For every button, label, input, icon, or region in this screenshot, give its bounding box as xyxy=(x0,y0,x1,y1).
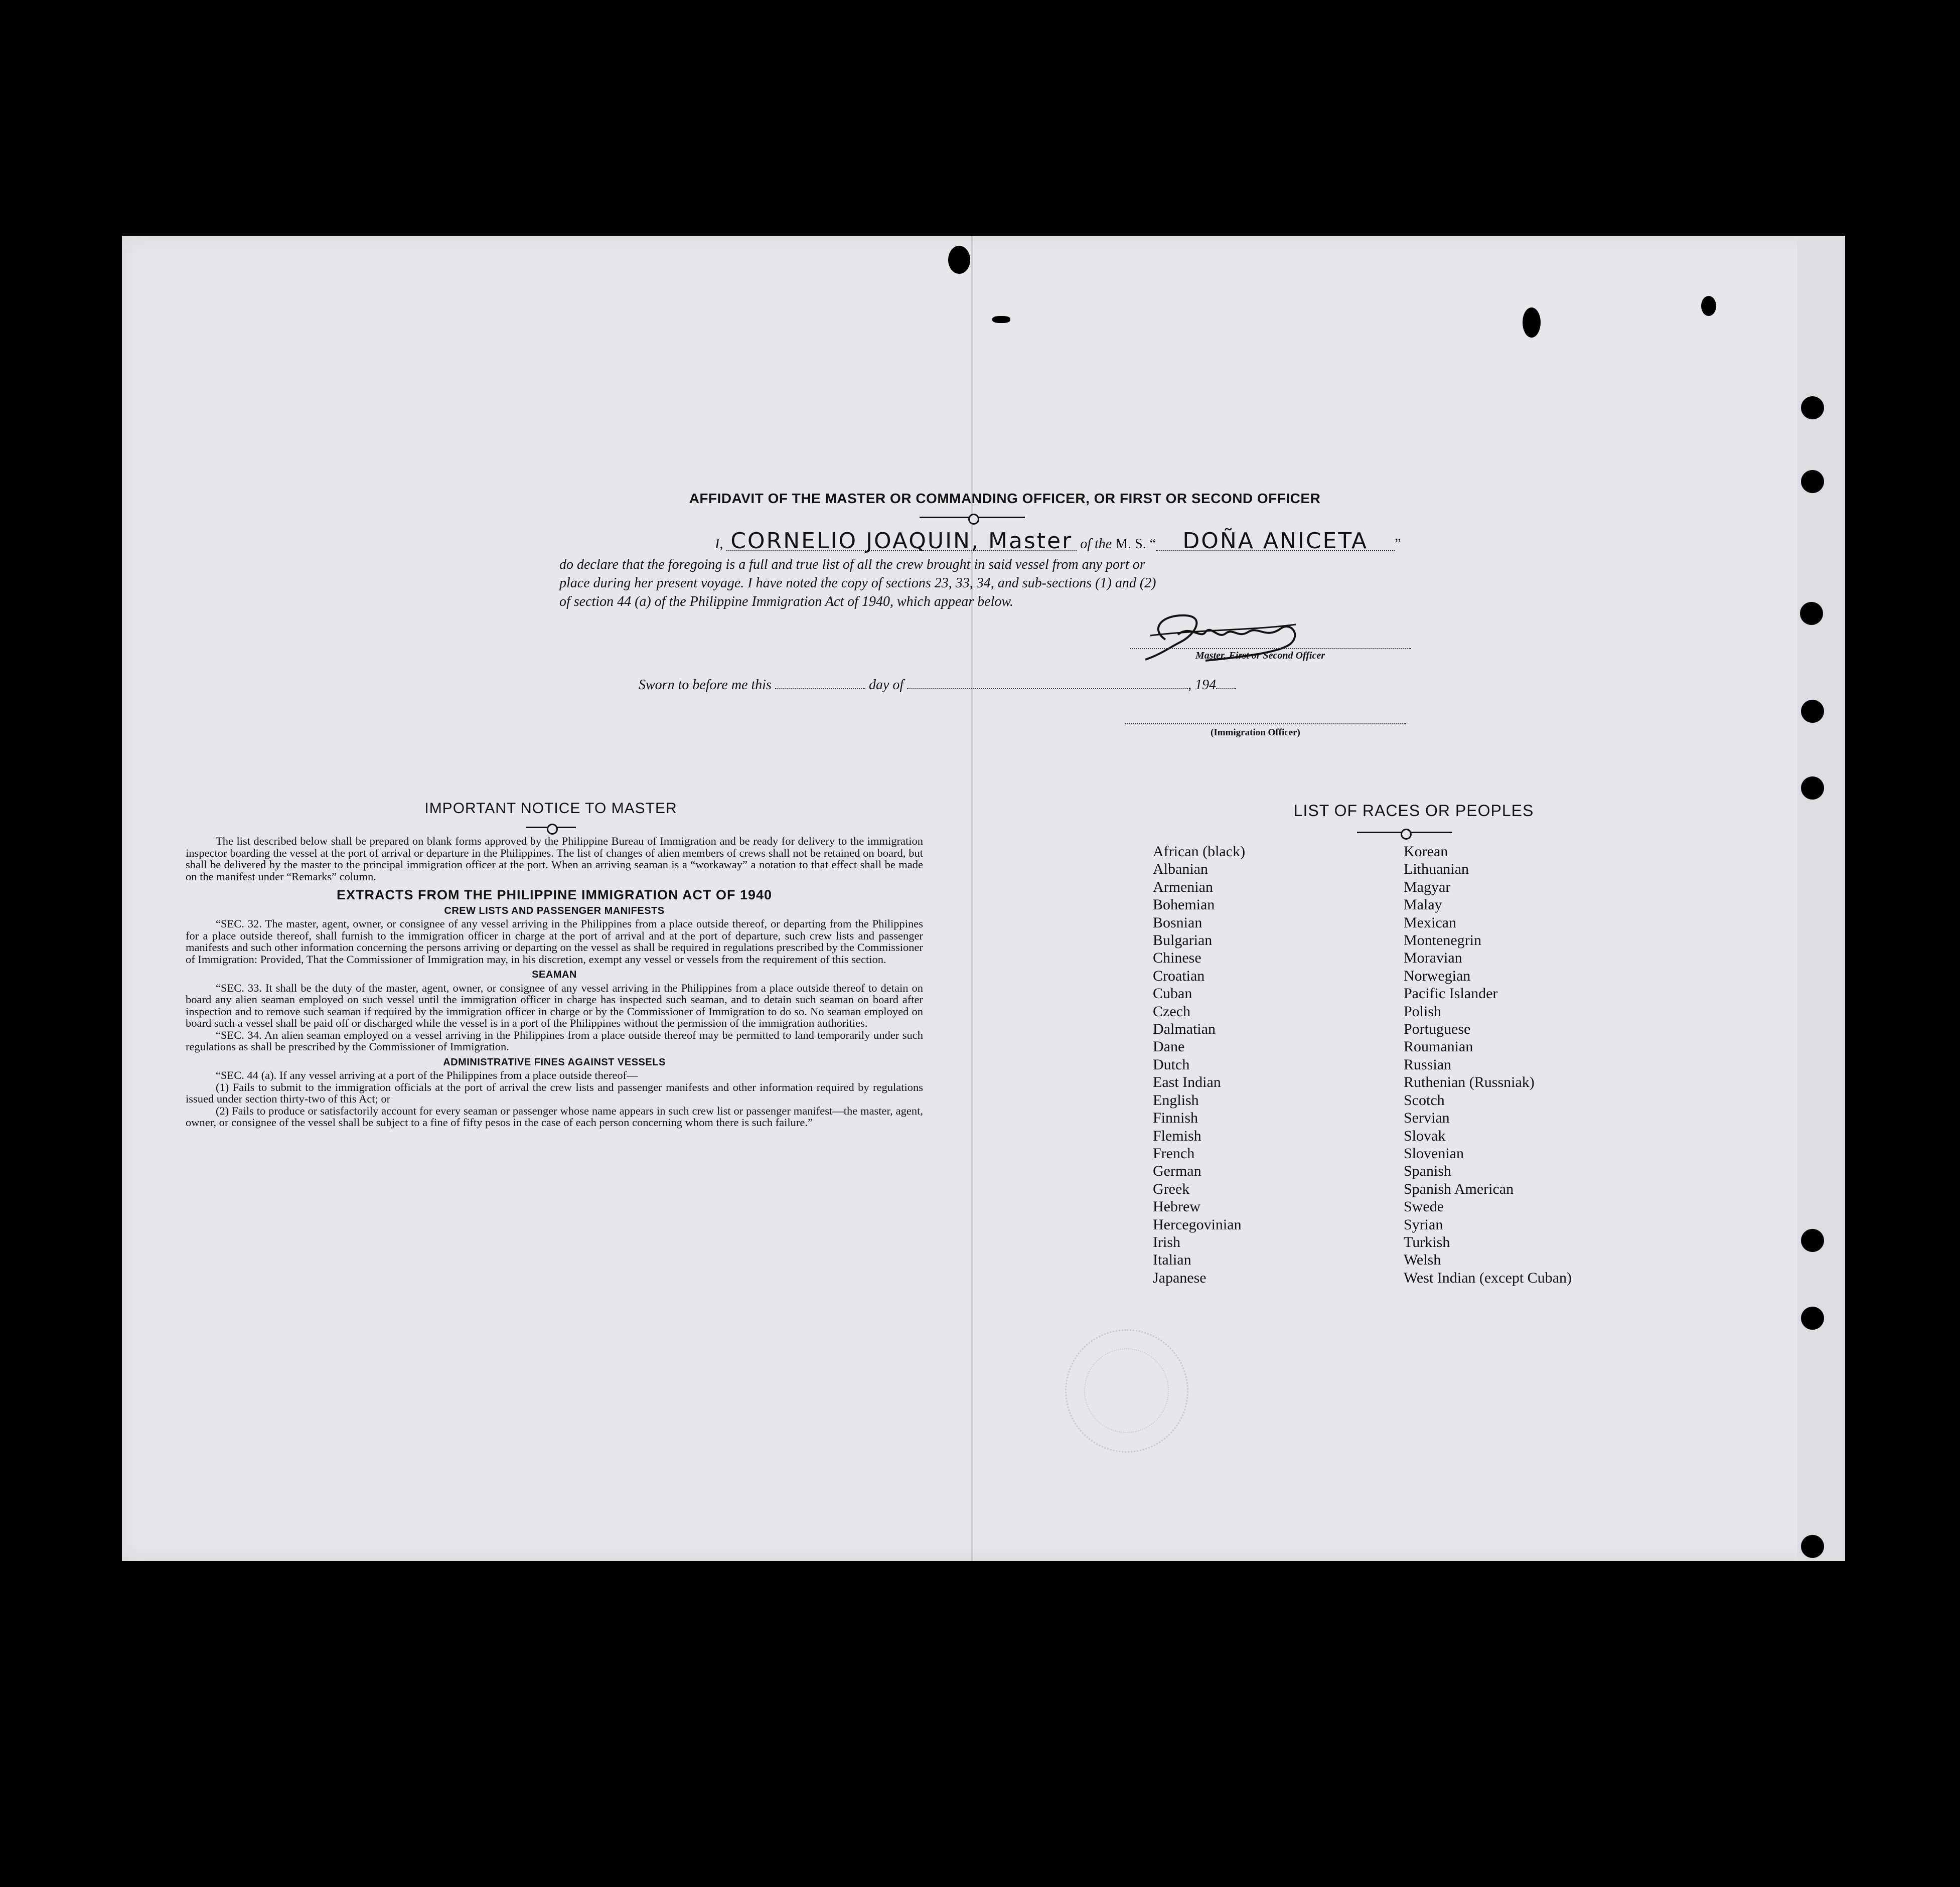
race-item: Flemish xyxy=(1153,1127,1201,1144)
binding-hole xyxy=(1800,602,1823,625)
races-right-column xyxy=(1404,843,1572,1287)
race-item: Japanese xyxy=(1153,1269,1207,1286)
fines-title: ADMINISTRATIVE FINES AGAINST VESSELS xyxy=(443,1056,666,1068)
race-item: Slovak xyxy=(1404,1127,1446,1144)
race-item: Malay xyxy=(1404,896,1442,913)
vessel-suffix: ” xyxy=(1395,536,1401,552)
sheet-edge-strip xyxy=(1797,236,1845,1561)
notice-title: IMPORTANT NOTICE TO MASTER xyxy=(424,800,677,817)
immigration-officer-caption: (Immigration Officer) xyxy=(1211,727,1300,738)
race-item: Armenian xyxy=(1153,878,1213,895)
crew-lists-title: CREW LISTS AND PASSENGER MANIFESTS xyxy=(444,905,665,916)
signature-caption: Master, First or Second Officer xyxy=(1195,650,1325,661)
affidavit-ornament xyxy=(920,517,1025,518)
document-sheet xyxy=(122,236,1845,1561)
faint-seal xyxy=(1065,1329,1188,1453)
race-item: Irish xyxy=(1153,1233,1180,1250)
sec-32: “SEC. 32. The master, agent, owner, or consignee of any vessel arriving in the Philippines from a place outside thereof, or departing from the Philippines for a place outside thereof, shall furnish to the immigration officer in charge at the port of arrival and at the port of departure, such crew lists and passenger manifests and such other information concerning the persons arriving or departing on the vessel as shall be required in regulations prescribed by the Commissioner of Immigration: Provided, That the Commissioner of Immigration may, in his discretion, exempt any vessel or vessels from the requirement of this section. xyxy=(186,917,923,966)
ink-spot xyxy=(1701,296,1716,316)
races-title: LIST OF RACES OR PEOPLES xyxy=(1293,802,1534,820)
sworn-year-blank xyxy=(1216,688,1236,689)
race-item: Dutch xyxy=(1153,1056,1190,1073)
affidavit-body xyxy=(559,528,1543,611)
race-item: Ruthenian (Russniak) xyxy=(1404,1074,1535,1091)
sworn-month-blank xyxy=(907,688,1188,689)
affidavit-title: AFFIDAVIT OF THE MASTER OR COMMANDING OFFICER, OR FIRST OR SECOND OFFICER xyxy=(689,491,1321,506)
affidavit-line-2: do declare that the foregoing is a full and true list of all the crew brought in said vessel from any port or xyxy=(559,557,1145,572)
affidavit-line-4: of section 44 (a) of the Philippine Immigration Act of 1940, which appear below. xyxy=(559,594,1013,609)
notice-intro: The list described below shall be prepared on blank forms approved by the Philippine Bureau of Immigration and be ready for delivery to the immigration inspector boarding the vessel at the port of arrival or departure in the Philippines. The list of changes of alien members of crews shall not be retained on board, but shall be delivered by the master to the principal immigration officer at the port. When an arriving seaman is a “workaway” a notation to that effect shall be made on the manifest under “Remarks” column. xyxy=(186,835,923,883)
race-item: German xyxy=(1153,1163,1201,1180)
race-item: Chinese xyxy=(1153,950,1201,967)
race-item: Croatian xyxy=(1153,967,1205,984)
race-item: Mexican xyxy=(1404,914,1456,931)
race-item: Portuguese xyxy=(1404,1021,1471,1038)
race-item: Polish xyxy=(1404,1003,1442,1020)
extracts-title: EXTRACTS FROM THE PHILIPPINE IMMIGRATION ACT OF 1940 xyxy=(336,887,773,902)
sworn-day-blank xyxy=(775,688,865,689)
ink-spot xyxy=(948,246,970,274)
race-item: Czech xyxy=(1153,1003,1190,1020)
affidavit-line-3: place during her present voyage. I have noted the copy of sections 23, 33, 34, and sub-sections (1) and (2) xyxy=(559,575,1156,591)
race-item: Roumanian xyxy=(1404,1038,1473,1055)
race-item: Cuban xyxy=(1153,985,1192,1002)
vessel-prefix: M. S. “ xyxy=(1115,536,1156,552)
binding-hole xyxy=(1801,1535,1824,1558)
race-item: Dalmatian xyxy=(1153,1021,1216,1038)
race-item: Pacific Islander xyxy=(1404,985,1498,1002)
race-item: Bulgarian xyxy=(1153,932,1213,949)
center-fold xyxy=(971,236,973,1561)
race-item: West Indian (except Cuban) xyxy=(1404,1269,1572,1286)
sec-44: “SEC. 44 (a). If any vessel arriving at a port of the Philippines from a place outside thereof— xyxy=(216,1069,638,1081)
binding-hole xyxy=(1801,396,1824,419)
race-item: Slovenian xyxy=(1404,1145,1464,1162)
notice-ornament xyxy=(526,827,576,828)
race-item: French xyxy=(1153,1145,1195,1162)
binding-hole xyxy=(1801,1229,1824,1252)
race-item: Servian xyxy=(1404,1110,1450,1127)
race-item: Magyar xyxy=(1404,878,1451,895)
immigration-officer-line xyxy=(1125,723,1406,724)
race-item: Bosnian xyxy=(1153,914,1202,931)
race-item: Syrian xyxy=(1404,1216,1443,1233)
race-item: Spanish American xyxy=(1404,1180,1514,1197)
race-item: Norwegian xyxy=(1404,967,1471,984)
sworn-day-label: day of xyxy=(868,677,904,693)
notice-text xyxy=(186,835,923,1129)
race-item: Russian xyxy=(1404,1056,1452,1073)
race-item: African (black) xyxy=(1153,843,1246,860)
seaman-title: SEAMAN xyxy=(532,969,577,980)
sworn-year: , 194 xyxy=(1188,677,1217,693)
race-item: Hercegovinian xyxy=(1153,1216,1242,1233)
sworn-line xyxy=(639,677,1236,693)
race-item: Montenegrin xyxy=(1404,932,1481,949)
race-item: Welsh xyxy=(1404,1251,1441,1269)
race-item: English xyxy=(1153,1091,1199,1109)
race-item: Korean xyxy=(1404,843,1448,860)
binding-hole xyxy=(1801,776,1824,800)
ink-spot xyxy=(992,316,1010,323)
race-item: Moravian xyxy=(1404,950,1462,967)
race-item: Scotch xyxy=(1404,1091,1445,1109)
race-item: Swede xyxy=(1404,1198,1444,1215)
sec-33: “SEC. 33. It shall be the duty of the master, agent, owner, or consignee of any vessel arriving in the Philippines from a place outside thereof to detain on board any alien seaman employed on such vessel until the immigration officer in charge has inspected such seaman, and to detain such seaman on board after inspection and to remove such seaman if required by the immigration officer in charge or by the Commissioner of Immigration to do so. No seaman employed on board such a vessel shall be paid off or discharged while the vessel is in a port of the Philippines without the permission of the immigration authorities. xyxy=(186,981,923,1029)
races-ornament xyxy=(1357,832,1452,833)
races-left-column xyxy=(1153,843,1245,1287)
race-item: East Indian xyxy=(1153,1074,1221,1091)
race-item: Italian xyxy=(1153,1251,1191,1269)
race-item: Turkish xyxy=(1404,1233,1450,1250)
race-item: Greek xyxy=(1153,1180,1190,1197)
sec-44-2: (2) Fails to produce or satisfactorily account for every seaman or passenger whose name appears in such crew list or passenger manifest—the master, agent, owner, or consignee of the vessel shall be subject to a fine of fifty pesos in the case of each person concerning whom there is such failure.” xyxy=(186,1104,923,1129)
race-item: Dane xyxy=(1153,1038,1185,1055)
affidavit-i: I, xyxy=(715,536,723,552)
race-item: Hebrew xyxy=(1153,1198,1200,1215)
sec-34: “SEC. 34. An alien seaman employed on a vessel arriving in the Philippines from a place outside thereof may be permitted to land temporarily under such regulations as shall be prescribed by the Commissioner of Immigration. xyxy=(186,1028,923,1053)
affidavit-line-1 xyxy=(559,528,1543,554)
race-item: Lithuanian xyxy=(1404,861,1469,878)
binding-hole xyxy=(1801,1307,1824,1330)
signature-line xyxy=(1130,648,1411,649)
race-item: Finnish xyxy=(1153,1110,1198,1127)
sec-44-1: (1) Fails to submit to the immigration officials at the port of arrival the crew lists and passenger manifests and other information required by regulations issued under section thirty-two of this Act; or xyxy=(186,1080,923,1105)
race-item: Albanian xyxy=(1153,861,1208,878)
ink-spot xyxy=(1523,307,1541,338)
binding-hole xyxy=(1801,470,1824,493)
race-item: Bohemian xyxy=(1153,896,1215,913)
race-item: Spanish xyxy=(1404,1163,1452,1180)
affidavit-of-the: of the xyxy=(1080,536,1112,552)
binding-hole xyxy=(1801,700,1824,723)
master-name-field: CORNELIO JOAQUIN, Master xyxy=(726,532,1077,551)
sworn-text: Sworn to before me this xyxy=(639,677,772,693)
vessel-name-field: DOÑA ANICETA xyxy=(1156,532,1395,551)
